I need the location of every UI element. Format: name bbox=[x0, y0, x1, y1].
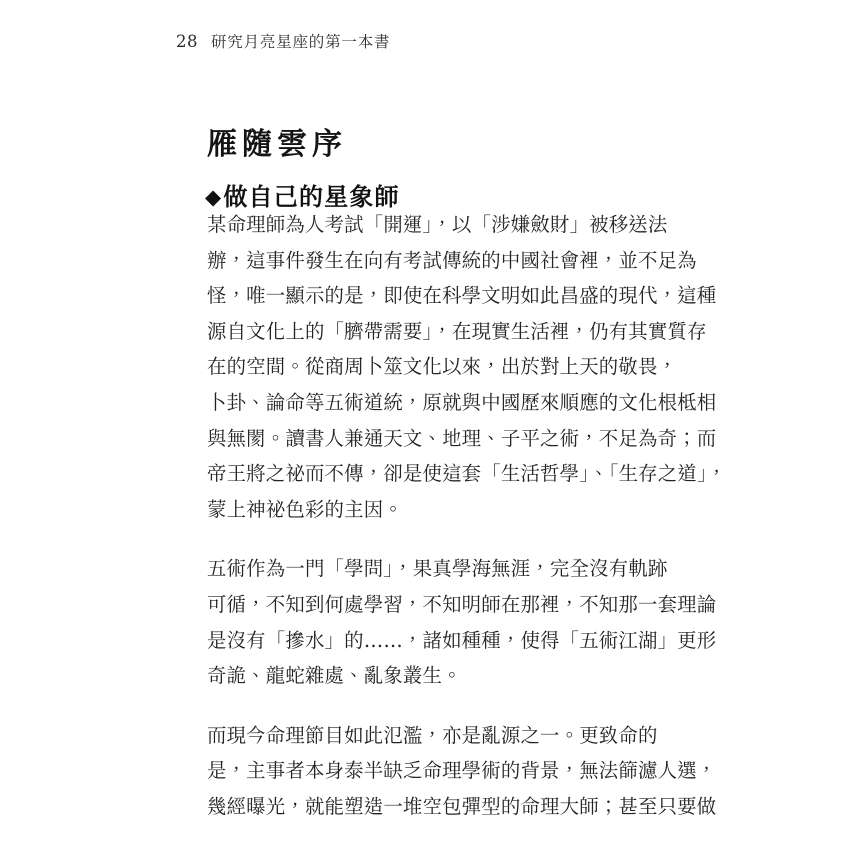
running-title: 研究月亮星座的第一本書 bbox=[211, 33, 391, 51]
text-line bbox=[207, 385, 717, 421]
line-text: 可循，不知到何處學習，不知明師在那裡，不知那一套理論 bbox=[207, 592, 717, 616]
page-number: 28 bbox=[176, 32, 198, 51]
line-text: 在的空間。 bbox=[207, 355, 305, 379]
text-line bbox=[207, 587, 717, 623]
text-line bbox=[207, 623, 717, 659]
line-text: 與無閡。讀書人兼通天文、地理、子平之術，不足為奇；而 bbox=[207, 426, 717, 450]
line-text: 蒙上神祕色彩的主因。 bbox=[207, 497, 403, 521]
text-line bbox=[207, 207, 668, 243]
text-line bbox=[207, 551, 668, 587]
text-line bbox=[207, 314, 707, 350]
paragraph bbox=[207, 718, 717, 825]
paragraph bbox=[207, 207, 727, 527]
body-text bbox=[207, 207, 727, 825]
section-heading-label: 做自己的星象師 bbox=[223, 182, 400, 211]
text-line bbox=[207, 492, 641, 528]
chapter-title: 雁隨雲序 bbox=[207, 127, 347, 163]
line-text: 而現今命理節目如此氾濫，亦是亂源之一。更致命的 bbox=[207, 723, 658, 747]
text-line bbox=[207, 658, 641, 694]
line-text: 五術作為一門「學問」，果真學海無涯，完全沒有軌跡 bbox=[207, 557, 668, 581]
text-line bbox=[207, 421, 717, 457]
text-line bbox=[207, 278, 717, 314]
text-line bbox=[207, 349, 678, 385]
line-text: 帝王將之祕而不傳，卻是使這套「生活哲學」、「生存之道」， bbox=[207, 462, 727, 486]
diamond-bullet-icon: ◆ bbox=[205, 184, 223, 209]
text-line bbox=[207, 718, 658, 754]
line-text: 某命理師為人考試「開運」，以「涉嫌斂財」被移送法 bbox=[207, 213, 668, 236]
line-text: 是沒有「摻水」的……，諸如種種，使得「五術江湖」更形 bbox=[207, 628, 717, 652]
line-text: 從商周卜筮文化以來，出於對上天的敬畏， bbox=[304, 355, 678, 379]
running-head bbox=[176, 30, 390, 52]
line-text: 奇詭、龍蛇雜處、亂象叢生。 bbox=[207, 664, 462, 688]
line-text: 辦，這事件發生在向有考試傳統的中國社會裡，並不足為 bbox=[207, 248, 697, 272]
text-line bbox=[207, 753, 717, 789]
text-line bbox=[207, 456, 727, 492]
paragraph bbox=[207, 551, 717, 693]
line-text: 卜卦、論命等五術道統，原就與中國歷來順應的文化根柢相 bbox=[207, 390, 717, 414]
text-line bbox=[207, 243, 697, 279]
line-text: 源自文化上的「臍帶需要」，在現實生活裡，仍有其實質存 bbox=[207, 319, 707, 343]
line-text: 怪，唯一顯示的是，即使在科學文明如此昌盛的現代，這種 bbox=[207, 284, 717, 308]
line-text: 是，主事者本身泰半缺乏命理學術的背景，無法篩濾人選， bbox=[207, 759, 717, 783]
text-line bbox=[207, 789, 717, 825]
line-text: 幾經曝光，就能塑造一堆空包彈型的命理大師；甚至只要做 bbox=[207, 794, 717, 818]
